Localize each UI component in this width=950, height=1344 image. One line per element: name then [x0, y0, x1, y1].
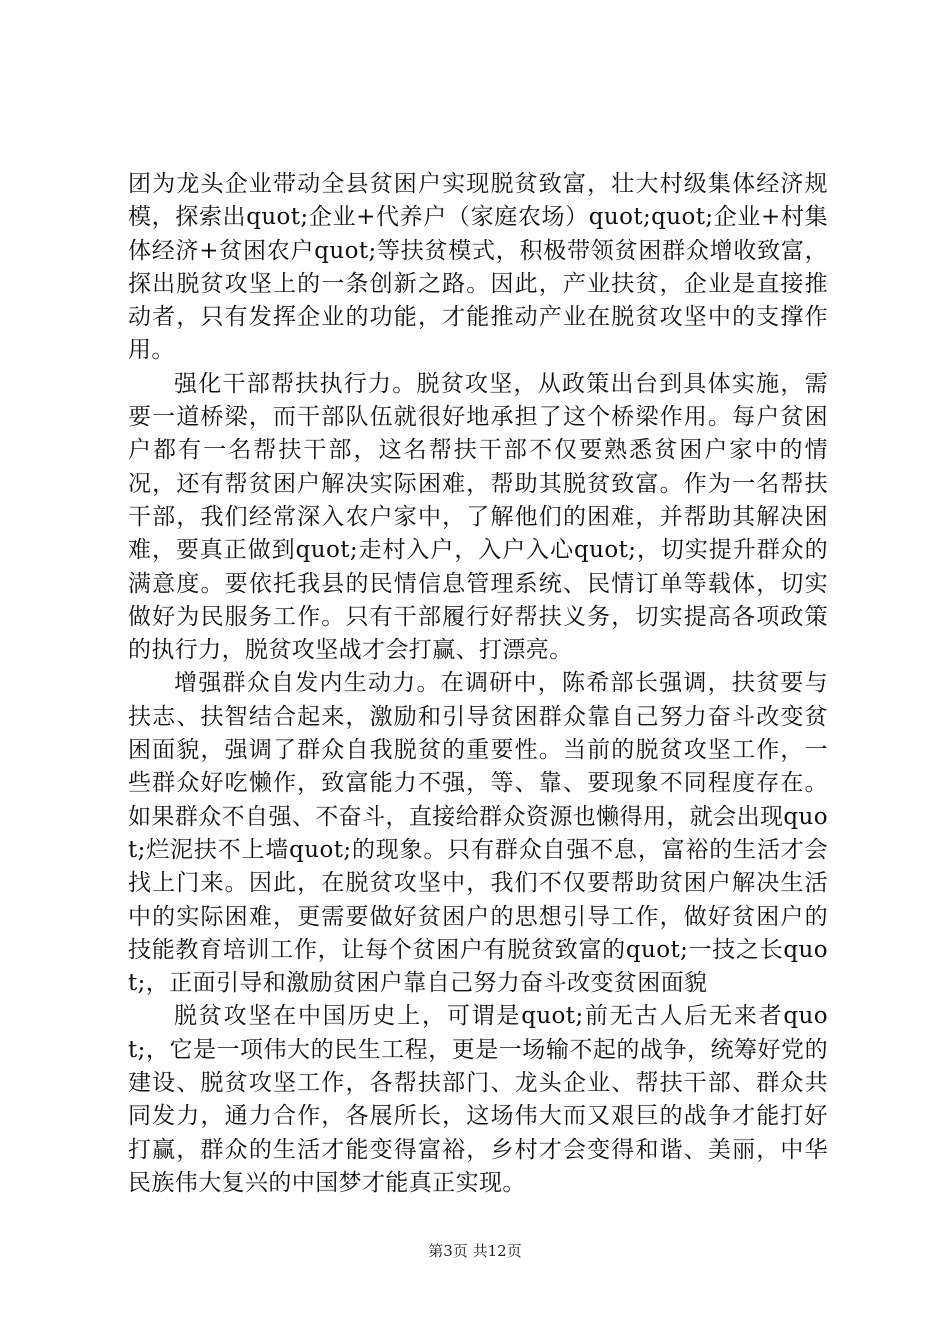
paragraph-conclusion: 脱贫攻坚在中国历史上，可谓是quot;前无古人后无来者quot;，它是一项伟大的民生工程，更是一场输不起的战争，统筹好党的建设、脱贫攻坚工作，各帮扶部门、龙头企业、帮扶干部、群众共同发力，通力合作，各展所长，这场伟大而又艰巨的战争才能打好打赢，群众的生活才能变得富裕，乡村才会变得和谐、美丽，中华民族伟大复兴的中国梦才能真正实现。	[128, 1003, 828, 1196]
page-number-footer: 第3页 共12页	[428, 1242, 522, 1260]
paragraph-cadre-assistance: 强化干部帮扶执行力。脱贫攻坚，从政策出台到具体实施，需要一道桥梁，而干部队伍就很好地承担了这个桥梁作用。每户贫困户都有一名帮扶干部，这名帮扶干部不仅要熟悉贫困户家中的情况，还有帮贫困户解决实际困难，帮助其脱贫致富。作为一名帮扶干部，我们经常深入农户家中，了解他们的困难，并帮助其解决困难，要真正做到quot;走村入户，入户入心quot;，切实提升群众的满意度。要依托我县的民情信息管理系统、民情订单等载体，切实做好为民服务工作。只有干部履行好帮扶义务，切实提高各项政策的执行力，脱贫攻坚战才会打赢、打漂亮。	[128, 370, 828, 664]
paragraph-self-motivation: 增强群众自发内生动力。在调研中，陈希部长强调，扶贫要与扶志、扶智结合起来，激励和引导贫困群众靠自己努力奋斗改变贫困面貌，强调了群众自我脱贫的重要性。当前的脱贫攻坚工作，一些群众好吃懒作，致富能力不强，等、靠、要现象不同程度存在。如果群众不自强、不奋斗，直接给群众资源也懒得用，就会出现quot;烂泥扶不上墙quot;的现象。只有群众自强不息，富裕的生活才会找上门来。因此，在脱贫攻坚中，我们不仅要帮助贫困户解决生活中的实际困难，更需要做好贫困户的思想引导工作，做好贫困户的技能教育培训工作，让每个贫困户有脱贫致富的quot;一技之长quot;，正面引导和激励贫困户靠自己努力奋斗改变贫困面貌	[128, 670, 828, 997]
paragraph-continuation: 团为龙头企业带动全县贫困户实现脱贫致富，壮大村级集体经济规模，探索出quot;企业+代养户（家庭农场）quot;quot;企业+村集体经济+贫困农户quot;等扶贫模式，积极带领贫困群众增收致富，探出脱贫攻坚上的一条创新之路。因此，产业扶贫，企业是直接推动者，只有发挥企业的功能，才能推动产业在脱贫攻坚中的支撑作用。	[128, 171, 828, 364]
document-body	[128, 168, 828, 1200]
